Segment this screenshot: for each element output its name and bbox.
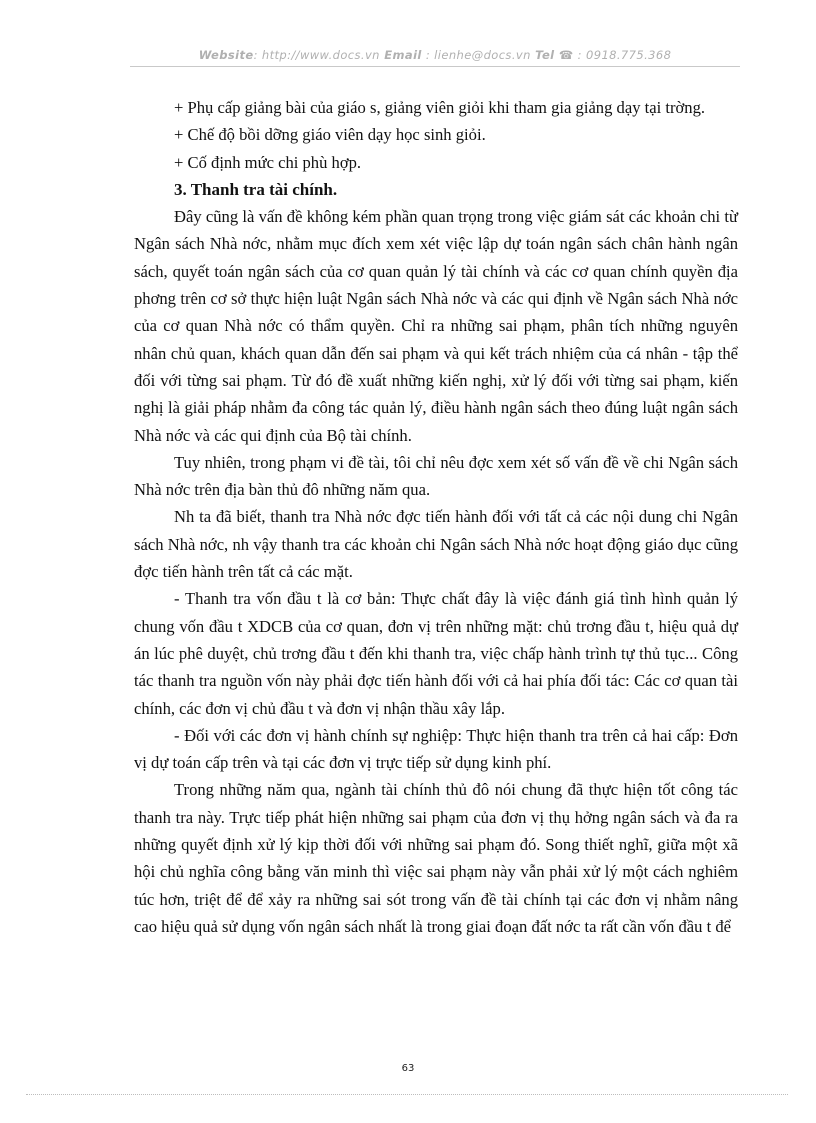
page-number: 63 [401, 1063, 415, 1074]
website-value: : http://www.docs.vn [253, 48, 380, 62]
website-label: Website [198, 48, 254, 62]
tel-label: Tel ☎ [530, 48, 574, 62]
email-label: Email [379, 48, 422, 62]
header-divider [130, 66, 740, 67]
paragraph: Nh ta đã biết, thanh tra Nhà nớc đợc tiến hành đối với tất cả các nội dung chi Ngân sách Nhà nớc, nh vậy thanh tra các khoản chi Ngân sách Nhà nớc hoạt động giáo dục cũng đợc tiến hành trên tất cả các mặt. [134, 507, 738, 582]
page-header [130, 48, 740, 62]
paragraph: Tuy nhiên, trong phạm vi đề tài, tôi chỉ nêu đợc xem xét số vấn đề về chi Ngân sách Nhà nớc trên địa bàn thủ đô những năm qua. [134, 452, 738, 500]
section-heading: 3. Thanh tra tài chính. [174, 179, 338, 199]
paragraph: + Chế độ bồi dỡng giáo viên dạy học sinh giỏi. [174, 125, 486, 145]
paragraph: Trong những năm qua, ngành tài chính thủ đô nói chung đã thực hiện tốt công tác thanh tra này. Trực tiếp phát hiện những sai phạm của đơn vị thụ hởng ngân sách và đa ra những quyết định xử lý kịp thời đối với những sai phạm đó. Song thiết nghĩ, giữa một xã hội chủ nghĩa công bằng văn minh thì việc sai phạm này vẫn phải xử lý một cách nghiêm túc hơn, triệt để để xảy ra những sai sót trong vấn đề tài chính tại các đơn vị nhằm nâng cao hiệu quả sử dụng vốn ngân sách nhất là trong giai đoạn đất nớc ta rất cần vốn đầu t để [134, 780, 738, 936]
tel-value: : 0918.775.368 [573, 48, 672, 62]
paragraph: - Thanh tra vốn đầu t là cơ bản: Thực chất đây là việc đánh giá tình hình quản lý chung vốn đầu t XDCB của cơ quan, đơn vị trên những mặt: chủ trơng đầu t, hiệu quả dự án lúc phê duyệt, chủ trơng đầu t đến khi thanh tra, việc chấp hành trình tự thủ tục... Công tác thanh tra nguồn vốn này phải đợc tiến hành đối với cả hai phía đối tác: Các cơ quan tài chính, các đơn vị chủ đầu t và đơn vị nhận thầu xây lắp. [134, 589, 738, 718]
paragraph: - Đối với các đơn vị hành chính sự nghiệp: Thực hiện thanh tra trên cả hai cấp: Đơn vị dự toán cấp trên và tại các đơn vị trực tiếp sử dụng kinh phí. [134, 725, 738, 773]
document-body [134, 94, 738, 940]
paragraph: Đây cũng là vấn đề không kém phần quan trọng trong việc giám sát các khoản chi từ Ngân sách Nhà nớc, nhằm mục đích xem xét việc lập dự toán ngân sách chân hành ngân sách, quyết toán ngân sách của cơ quan quản lý tài chính và các cơ quan chính quyền địa phơng trên cơ sở thực hiện luật Ngân sách Nhà nớc và các qui định về Ngân sách Nhà nớc của cơ quan Nhà nớc có thẩm quyền. Chỉ ra những sai phạm, phân tích những nguyên nhân chủ quan, khách quan dẫn đến sai phạm và qui kết trách nhiệm của cá nhân - tập thể đối với từng sai phạm. Từ đó đề xuất những kiến nghị, xử lý đối với từng sai phạm, kiến nghị là giải pháp nhằm đa công tác quản lý, điều hành ngân sách theo đúng luật ngân sách Nhà nớc và các qui định của Bộ tài chính. [134, 207, 738, 445]
paragraph: + Cố định mức chi phù hợp. [174, 152, 362, 172]
paragraph: + Phụ cấp giảng bài của giáo s, giảng viên giỏi khi tham gia giảng dạy tại trờng. [174, 98, 706, 117]
footer-divider [26, 1094, 788, 1095]
email-value: : lienhe@docs.vn [421, 48, 531, 62]
